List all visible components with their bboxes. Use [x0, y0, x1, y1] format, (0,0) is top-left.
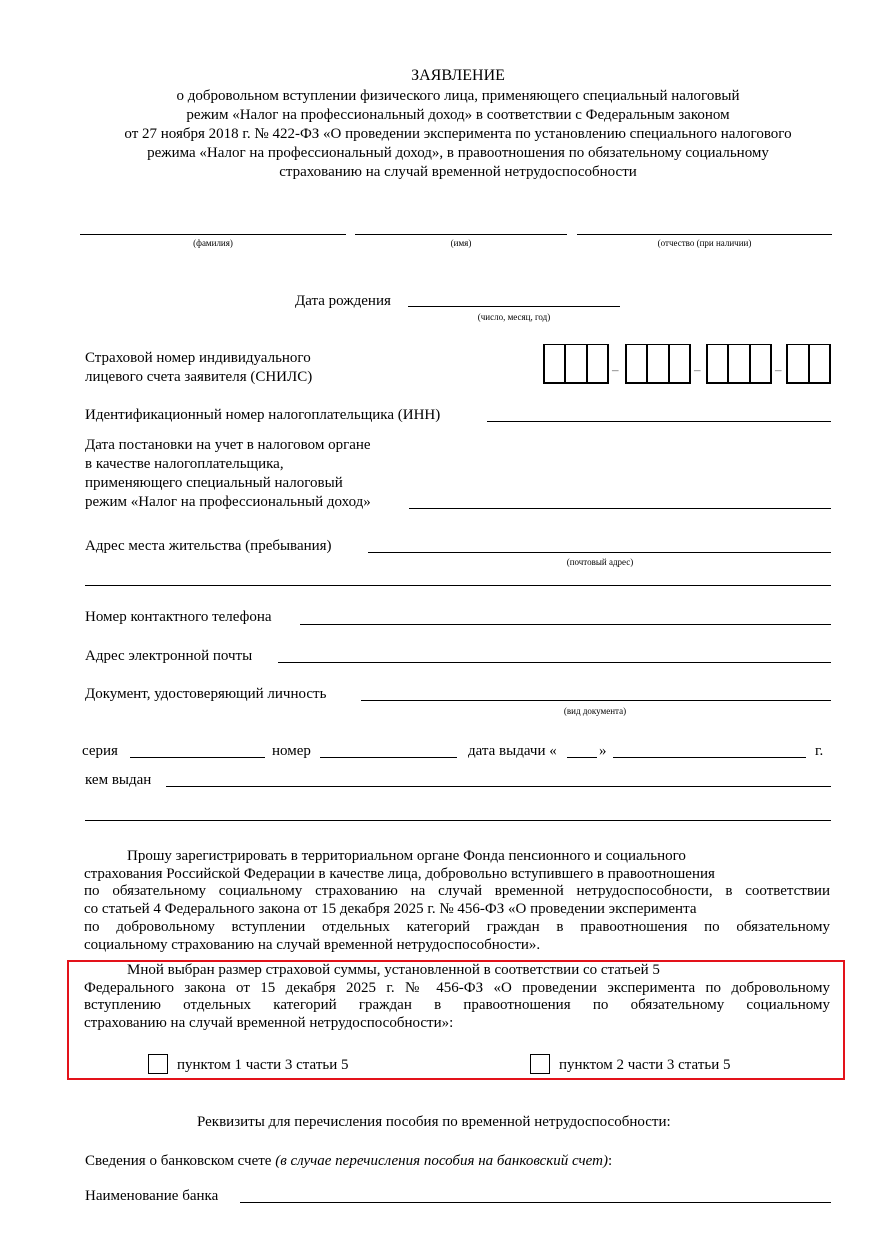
snils-separator: –	[775, 362, 782, 377]
first-name-hint: (имя)	[450, 238, 472, 248]
snils-digit-cell[interactable]	[788, 345, 810, 382]
request-line-1: Прошу зарегистрировать в территориальном органе Фонда пенсионного и социального	[127, 848, 686, 864]
phone-field[interactable]	[300, 624, 831, 625]
snils-digit-cell[interactable]	[708, 345, 729, 382]
requisites-title: Реквизиты для перечисления пособия по временной нетрудоспособности:	[197, 1114, 671, 1130]
registration-label-line-2: в качестве налогоплательщика,	[85, 456, 284, 472]
email-field[interactable]	[278, 662, 831, 663]
request-line-3: по обязательному социальному страхованию на случай временной нетрудоспособности, в соответствии	[84, 883, 830, 900]
identity-doc-label: Документ, удостоверяющий личность	[85, 686, 327, 702]
option-1-checkbox[interactable]	[148, 1054, 168, 1074]
snils-separator: –	[694, 362, 701, 377]
insurance-sum-line-1: Мной выбран размер страховой суммы, установленной в соответствии со статьей 5	[127, 962, 660, 978]
number-label: номер	[272, 743, 311, 759]
inn-label: Идентификационный номер налогоплательщика (ИНН)	[85, 407, 441, 423]
identity-doc-hint: (вид документа)	[563, 706, 627, 716]
birth-date-label: Дата рождения	[295, 293, 391, 309]
year-suffix: г.	[815, 743, 824, 759]
bank-account-info	[85, 1152, 612, 1170]
first-name-field[interactable]	[355, 234, 567, 235]
identity-doc-field[interactable]	[361, 700, 831, 701]
address-field-continuation[interactable]	[85, 585, 831, 586]
snils-separator: –	[612, 362, 619, 377]
bank-account-info-colon: :	[607, 1153, 613, 1169]
issue-date-label: дата выдачи «	[468, 743, 557, 759]
surname-hint: (фамилия)	[193, 238, 233, 248]
header-subtitle-line-5: страхованию на случай временной нетрудоспособности	[279, 164, 637, 180]
address-label: Адрес места жительства (пребывания)	[85, 538, 332, 554]
series-field[interactable]	[130, 757, 265, 758]
insurance-sum-line-4: страхованию на случай временной нетрудоспособности»:	[84, 1015, 454, 1032]
snils-group-1[interactable]	[543, 344, 609, 384]
snils-group-4[interactable]	[786, 344, 831, 384]
registration-label-line-3: применяющего специальный налоговый	[85, 475, 343, 491]
issued-by-label: кем выдан	[85, 772, 152, 788]
option-1-label: пунктом 1 части 3 статьи 5	[177, 1057, 349, 1073]
snils-digit-cell[interactable]	[545, 345, 566, 382]
request-line-4: со статьей 4 Федерального закона от 15 декабря 2025 г. № 456-ФЗ «О проведении эксперимента	[84, 901, 697, 918]
surname-field[interactable]	[80, 234, 346, 235]
bank-name-field[interactable]	[240, 1202, 831, 1203]
snils-label-line-1: Страховой номер индивидуального	[85, 350, 311, 366]
snils-digit-cell[interactable]	[751, 345, 770, 382]
request-line-2: страхования Российской Федерации в качестве лица, добровольно вступившего в правоотношения	[84, 865, 715, 882]
request-line-5: по добровольному вступлении отдельных категорий граждан в правоотношения по обязательному	[84, 918, 830, 935]
snils-digit-cell[interactable]	[729, 345, 750, 382]
issue-date-quote-close: »	[599, 743, 607, 759]
series-label: серия	[82, 743, 118, 759]
insurance-sum-line-2: Федерального закона от 15 декабря 2025 г. № 456-ФЗ «О проведении эксперимента по добровольному	[84, 979, 830, 996]
insurance-sum-paragraph	[84, 962, 830, 1033]
birth-date-field[interactable]	[408, 306, 620, 307]
document-title: ЗАЯВЛЕНИЕ	[411, 67, 505, 84]
snils-digit-cell[interactable]	[648, 345, 669, 382]
address-field[interactable]	[368, 552, 831, 553]
inn-field[interactable]	[487, 421, 831, 422]
issue-month-year-field[interactable]	[613, 757, 806, 758]
issued-by-field-continuation[interactable]	[85, 820, 831, 821]
email-label: Адрес электронной почты	[85, 648, 253, 664]
snils-digit-cell[interactable]	[588, 345, 607, 382]
snils-label-line-2: лицевого счета заявителя (СНИЛС)	[85, 369, 313, 385]
patronymic-field[interactable]	[577, 234, 832, 235]
registration-label-line-1: Дата постановки на учет в налоговом органе	[85, 437, 371, 453]
option-2-label: пунктом 2 части 3 статьи 5	[559, 1057, 731, 1073]
bank-account-info-note: (в случае перечисления пособия на банковский счет)	[275, 1153, 608, 1169]
snils-digit-cell[interactable]	[670, 345, 689, 382]
snils-digit-cell[interactable]	[566, 345, 587, 382]
bank-name-label: Наименование банка	[85, 1188, 219, 1204]
request-line-6: социальному страхованию на случай временной нетрудоспособности».	[84, 936, 541, 953]
option-2-checkbox[interactable]	[530, 1054, 550, 1074]
header-subtitle-line-2: режим «Налог на профессиональный доход» в соответствии с Федеральным законом	[186, 107, 730, 123]
snils-group-2[interactable]	[625, 344, 691, 384]
registration-date-field[interactable]	[409, 508, 831, 509]
address-hint: (почтовый адрес)	[566, 557, 634, 567]
header-subtitle-line-3: от 27 ноября 2018 г. № 422-ФЗ «О проведении эксперимента по установлению специального налогового	[124, 126, 792, 142]
number-field[interactable]	[320, 757, 457, 758]
phone-label: Номер контактного телефона	[85, 609, 272, 625]
bank-account-info-label: Сведения о банковском счете	[85, 1153, 272, 1169]
header-subtitle-line-4: режима «Налог на профессиональный доход», в правоотношения по обязательному социальному	[147, 145, 769, 161]
birth-date-hint: (число, месяц, год)	[477, 312, 551, 322]
snils-group-3[interactable]	[706, 344, 772, 384]
insurance-sum-line-3: вступлению отдельных категорий граждан в правоотношения по обязательному социальному	[84, 997, 830, 1014]
issued-by-field[interactable]	[166, 786, 831, 787]
patronymic-hint: (отчество (при наличии)	[657, 238, 752, 248]
snils-digit-cell[interactable]	[627, 345, 648, 382]
registration-label-line-4: режим «Налог на профессиональный доход»	[85, 494, 371, 510]
request-paragraph	[84, 848, 830, 954]
issue-day-field[interactable]	[567, 757, 597, 758]
snils-digit-cell[interactable]	[810, 345, 830, 382]
header-subtitle-line-1: о добровольном вступлении физического лица, применяющего специальный налоговый	[176, 88, 740, 104]
